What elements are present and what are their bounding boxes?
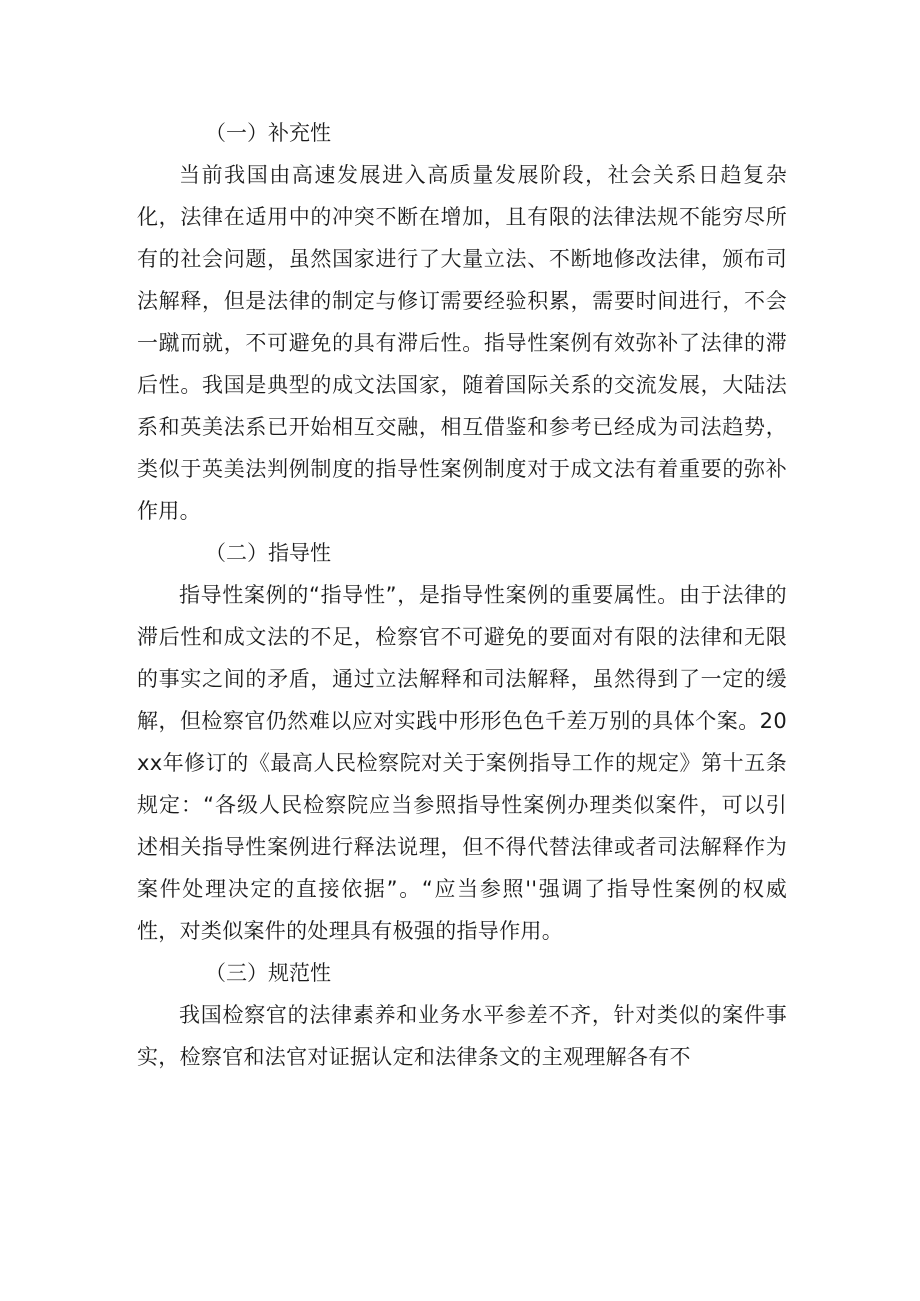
section-paragraph-1: 当前我国由高速发展进入高质量发展阶段，社会关系日趋复杂化，法律在适用中的冲突不断在增加，且有限的法律法规不能穷尽所有的社会问题，虽然国家进行了大量立法、不断地修改法律，颁布司法解释，但是法律的制定与修订需要经验积累，需要时间进行，不会一蹴而就，不可避免的具有滞后性。指导性案例有效弥补了法律的滞后性。我国是典型的成文法国家，随着国际关系的交流发展，大陆法系和英美法系已开始相互交融，相互借鉴和参考已经成为司法趋势，类似于英美法判例制度的指导性案例制度对于成文法有着重要的弥补作用。 <box>137 163 787 523</box>
section-paragraph-3: 我国检察官的法律素养和业务水平参差不齐，针对类似的案件事实，检察官和法官对证据认定和法律条文的主观理解各有不 <box>137 1003 787 1069</box>
section-heading-2: （二）指导性 <box>205 541 331 565</box>
section-paragraph-2: 指导性案例的“指导性”，是指导性案例的重要属性。由于法律的滞后性和成文法的不足，检察官不可避免的要面对有限的法律和无限的事实之间的矛盾，通过立法解释和司法解释，虽然得到了一定的缓解，但检察官仍然难以应对实践中形形色色千差万别的具体个案。20xx年修订的《最高人民检察院对关于案例指导工作的规定》第十五条规定：“各级人民检察院应当参照指导性案例办理类似案件，可以引述相关指导性案例进行释法说理，但不得代替法律或者司法解释作为案件处理决定的直接依据”。“应当参照''强调了指导性案例的权威性，对类似案件的处理具有极强的指导作用。 <box>137 583 787 943</box>
document-body <box>137 112 787 1078</box>
section-heading-1: （一）补充性 <box>205 121 331 145</box>
section-heading-3: （三）规范性 <box>205 961 331 985</box>
